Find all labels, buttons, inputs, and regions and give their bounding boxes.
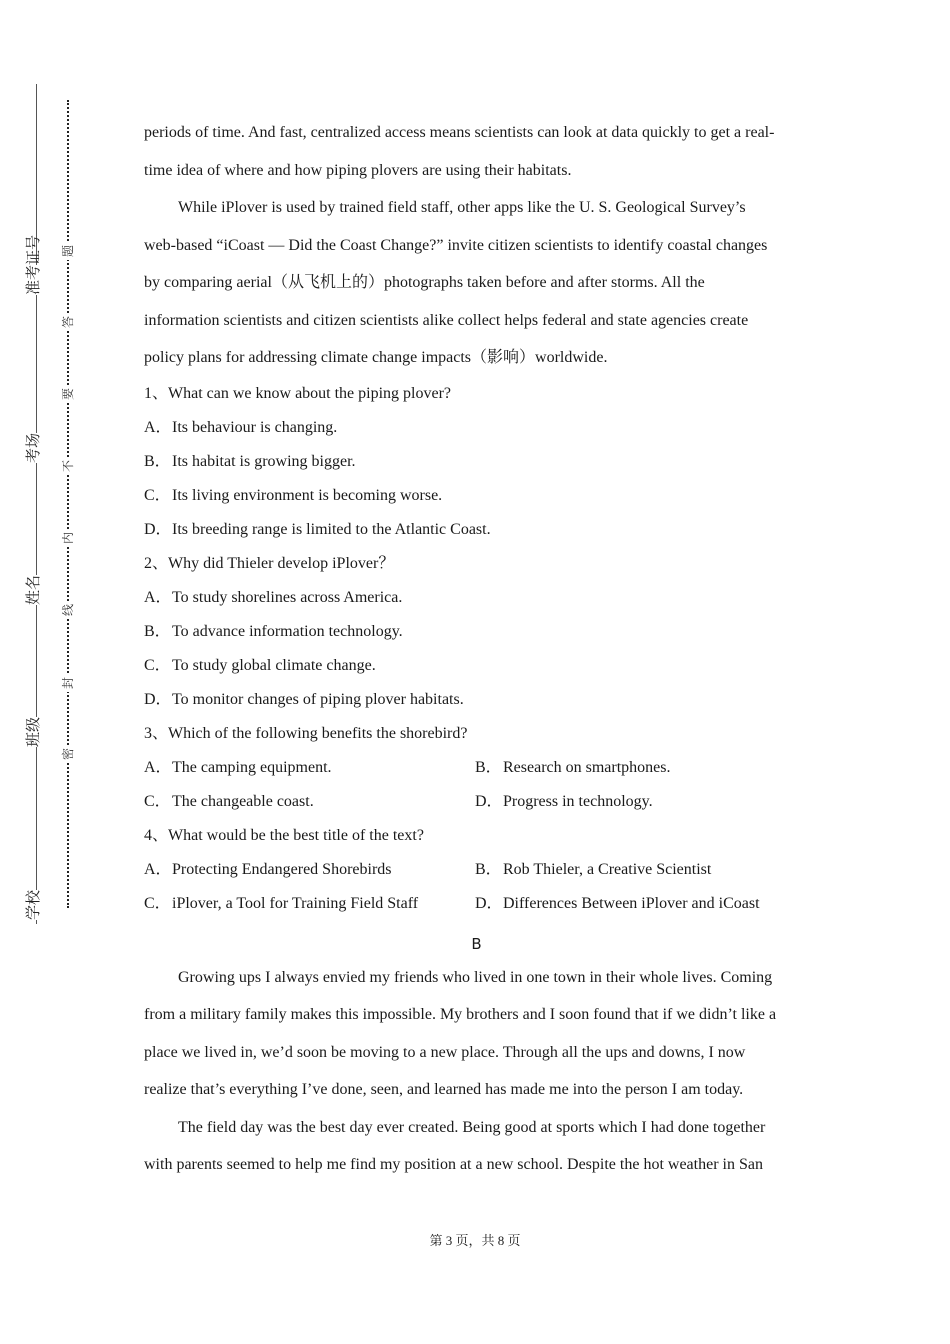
option-text: Research on smartphones.	[503, 758, 671, 776]
exam-room-field-label: 考场	[18, 433, 48, 463]
option-text: Its habitat is growing bigger.	[172, 452, 356, 470]
seal-char: 封	[60, 674, 76, 692]
option-c	[144, 479, 809, 513]
option-row	[144, 853, 809, 887]
seal-char: 内	[60, 529, 76, 547]
option-d	[144, 513, 809, 547]
option-letter: C．	[144, 486, 171, 504]
passage-a	[144, 114, 809, 377]
passage-line: Growing ups I always envied my friends who lived in one town in their whole lives. Coming	[178, 968, 773, 986]
exam-number-field-label: 准考证号	[18, 265, 48, 295]
option-letter: B．	[475, 758, 502, 776]
option-a	[144, 411, 809, 445]
seal-char: 线	[60, 601, 76, 619]
option-text: Its behaviour is changing.	[172, 418, 338, 436]
seal-char: 密	[60, 745, 76, 763]
passage-line: time idea of where and how piping plovers are using their habitats.	[144, 161, 572, 179]
option-b	[475, 853, 806, 887]
passage-line: from a military family makes this impossible. My brothers and I soon found that if we didn’t like a	[144, 1006, 777, 1023]
passage-line: The field day was the best day ever created. Being good at sports which I had done together	[178, 1118, 766, 1136]
passage-line: information scientists and citizen scientists alike collect helps federal and state agencies create	[144, 311, 749, 329]
name-field-label: 姓名	[18, 575, 48, 605]
option-row	[144, 751, 809, 785]
passage-line: realize that’s everything I’ve done, seen, and learned has made me into the person I am today.	[144, 1081, 744, 1098]
school-field-label: 学校	[18, 890, 48, 920]
option-letter: C．	[144, 656, 171, 674]
question-stem: 3、Which of the following benefits the shorebird?	[144, 724, 468, 742]
passage-line: web-based “iCoast — Did the Coast Change?” invite citizen scientists to identify coastal changes	[144, 236, 768, 254]
option-letter: B．	[475, 860, 502, 878]
seal-char: 答	[60, 313, 76, 331]
question-1	[144, 377, 809, 547]
option-letter: A．	[144, 758, 172, 776]
passage-line: While iPlover is used by trained field staff, other apps like the U. S. Geological Survey’s	[178, 199, 746, 216]
option-letter: D．	[144, 690, 172, 708]
option-text: To monitor changes of piping plover habitats.	[172, 690, 464, 708]
binding-solid-line	[36, 84, 37, 924]
option-d	[144, 683, 809, 717]
option-text: Protecting Endangered Shorebirds	[172, 860, 392, 878]
option-letter: D．	[475, 792, 503, 810]
option-letter: A．	[144, 588, 172, 606]
passage-line: by comparing aerial（从飞机上的）photographs taken before and after storms. All the	[144, 274, 705, 291]
option-a	[144, 581, 809, 615]
option-a	[144, 853, 475, 887]
option-letter: D．	[144, 520, 172, 538]
option-row	[144, 785, 809, 819]
option-letter: C．	[144, 894, 171, 912]
binding-margin	[0, 0, 100, 1344]
option-letter: D．	[475, 894, 503, 912]
option-c	[144, 887, 475, 921]
question-2	[144, 547, 809, 717]
seal-char: 不	[60, 457, 76, 475]
passage-line: with parents seemed to help me find my position at a new school. Despite the hot weather in San	[144, 1156, 763, 1173]
option-b	[475, 751, 806, 785]
option-text: Progress in technology.	[503, 792, 653, 810]
option-b	[144, 445, 809, 479]
option-letter: B．	[144, 452, 171, 470]
option-text: Differences Between iPlover and iCoast	[503, 894, 760, 912]
passage-b	[144, 929, 809, 1184]
option-a	[144, 751, 475, 785]
page-content	[144, 114, 809, 1184]
passage-line: periods of time. And fast, centralized access means scientists can look at data quickly to get a real-	[144, 124, 775, 141]
option-row	[144, 887, 809, 921]
class-field-label: 班级	[18, 717, 48, 747]
question-4	[144, 819, 809, 921]
question-stem: 4、What would be the best title of the text?	[144, 826, 424, 844]
option-text: Its breeding range is limited to the Atlantic Coast.	[172, 520, 491, 538]
option-d	[475, 887, 806, 921]
option-c	[144, 649, 809, 683]
option-text: The camping equipment.	[172, 758, 332, 776]
question-stem: 2、Why did Thieler develop iPlover？	[144, 554, 395, 572]
option-text: Its living environment is becoming worse.	[172, 486, 443, 504]
seal-char: 要	[60, 385, 76, 403]
passage-line: place we lived in, we’d soon be moving to a new place. Through all the ups and downs, I now	[144, 1043, 746, 1061]
passage-line: policy plans for addressing climate change impacts（影响）worldwide.	[144, 349, 608, 366]
option-letter: B．	[144, 622, 171, 640]
option-c	[144, 785, 475, 819]
option-text: The changeable coast.	[172, 792, 314, 810]
option-d	[475, 785, 806, 819]
option-text: Rob Thieler, a Creative Scientist	[503, 860, 712, 878]
option-text: iPlover, a Tool for Training Field Staff	[172, 894, 419, 912]
option-text: To advance information technology.	[172, 622, 403, 640]
option-letter: C．	[144, 792, 171, 810]
page-footer: 第 3 页，共 8 页	[429, 1233, 521, 1248]
question-stem: 1、What can we know about the piping plover?	[144, 384, 452, 402]
option-text: To study shorelines across America.	[172, 588, 403, 606]
seal-dotted-line	[67, 100, 69, 908]
section-title: B	[471, 934, 482, 953]
option-b	[144, 615, 809, 649]
option-letter: A．	[144, 860, 172, 878]
option-text: To study global climate change.	[172, 656, 376, 674]
seal-char: 题	[60, 242, 76, 260]
question-3	[144, 717, 809, 819]
option-letter: A．	[144, 418, 172, 436]
